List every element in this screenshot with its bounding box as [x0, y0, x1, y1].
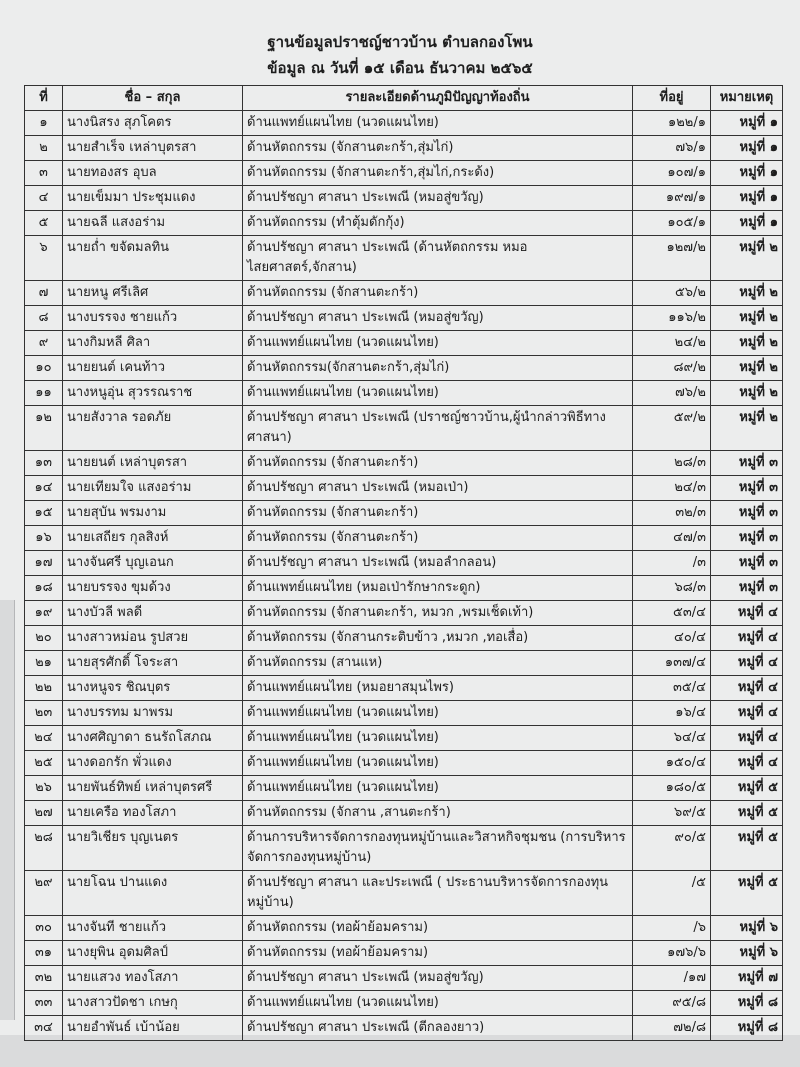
table-row [25, 136, 783, 161]
cell-detail: ด้านแพทย์แผนไทย (นวดแผนไทย) [243, 701, 633, 726]
cell-name: นายสังวาล รอดภัย [63, 406, 243, 451]
cell-name: นายสุรศักดิ์ โจระสา [63, 651, 243, 676]
cell-address: ๕๙/๒ [633, 406, 711, 451]
cell-name: นายวิเชียร บุญเนตร [63, 826, 243, 871]
table-body [25, 111, 783, 1041]
cell-no: ๑๐ [25, 356, 63, 381]
cell-detail: ด้านปรัชญา ศาสนา ประเพณี (ตีกลองยาว) [243, 1016, 633, 1041]
cell-address: ๗๖/๒ [633, 381, 711, 406]
cell-name: นางบรรทม มาพรม [63, 701, 243, 726]
header-note: หมายเหตุ [711, 86, 783, 111]
cell-note: หมู่ที่ ๒ [711, 306, 783, 331]
table-row [25, 751, 783, 776]
table-row [25, 526, 783, 551]
table-row [25, 701, 783, 726]
cell-name: นายสุบัน พรมงาม [63, 501, 243, 526]
header-address: ที่อยู่ [633, 86, 711, 111]
cell-no: ๒๑ [25, 651, 63, 676]
table-row [25, 501, 783, 526]
cell-no: ๑๙ [25, 601, 63, 626]
cell-detail: ด้านหัตถกรรม (ทอผ้าย้อมคราม) [243, 941, 633, 966]
cell-no: ๒๘ [25, 826, 63, 871]
cell-note: หมู่ที่ ๓ [711, 501, 783, 526]
cell-no: ๒๕ [25, 751, 63, 776]
cell-note: หมู่ที่ ๑ [711, 161, 783, 186]
cell-address: ๗๖/๑ [633, 136, 711, 161]
cell-no: ๑๒ [25, 406, 63, 451]
cell-note: หมู่ที่ ๑ [711, 186, 783, 211]
cell-address: ๒๘/๓ [633, 451, 711, 476]
cell-detail: ด้านหัตถกรรม (จักสานตะกร้า,สุ่มไก่) [243, 136, 633, 161]
cell-name: นายเสถียร กุลสิงห์ [63, 526, 243, 551]
table-row [25, 111, 783, 136]
cell-detail: ด้านปรัชญา ศาสนา ประเพณี (หมอสู่ขวัญ) [243, 186, 633, 211]
background-paper-edge [0, 600, 15, 1020]
cell-name: นายถ่ำ ขจัดมลทิน [63, 236, 243, 281]
cell-detail: ด้านหัตถกรรม (จักสานกระติบข้าว ,หมวก ,ทอเสื่อ) [243, 626, 633, 651]
cell-address: /๖ [633, 916, 711, 941]
wisdom-table [24, 85, 783, 1041]
document-subtitle: ข้อมูล ณ วันที่ ๑๕ เดือน ธันวาคม ๒๕๖๕ [267, 59, 533, 77]
cell-note: หมู่ที่ ๓ [711, 451, 783, 476]
cell-address: ๖๙/๕ [633, 801, 711, 826]
cell-name: นายทองสร อุบล [63, 161, 243, 186]
cell-note: หมู่ที่ ๔ [711, 751, 783, 776]
cell-no: ๑๗ [25, 551, 63, 576]
cell-note: หมู่ที่ ๔ [711, 701, 783, 726]
cell-address: ๖๘/๓ [633, 576, 711, 601]
cell-detail: ด้านแพทย์แผนไทย (นวดแผนไทย) [243, 381, 633, 406]
cell-detail: ด้านปรัชญา ศาสนา ประเพณี (หมอลำกลอน) [243, 551, 633, 576]
table-row [25, 626, 783, 651]
table-row [25, 966, 783, 991]
cell-no: ๓๓ [25, 991, 63, 1016]
cell-name: นายสำเร็จ เหล่าบุตรสา [63, 136, 243, 161]
table-row [25, 451, 783, 476]
cell-detail: ด้านแพทย์แผนไทย (หมอเป่ารักษากระดูก) [243, 576, 633, 601]
cell-note: หมู่ที่ ๘ [711, 1016, 783, 1041]
cell-name: นายโฉน ปานแดง [63, 871, 243, 916]
cell-no: ๑๖ [25, 526, 63, 551]
cell-name: นางสาวปัดชา เกษกุ [63, 991, 243, 1016]
cell-name: นางหนูจร ชิณบุตร [63, 676, 243, 701]
table-row [25, 601, 783, 626]
cell-detail: ด้านแพทย์แผนไทย (นวดแผนไทย) [243, 111, 633, 136]
cell-note: หมู่ที่ ๖ [711, 941, 783, 966]
cell-note: หมู่ที่ ๕ [711, 776, 783, 801]
cell-address: ๘๙/๒ [633, 356, 711, 381]
header-no: ที่ [25, 86, 63, 111]
cell-no: ๑๑ [25, 381, 63, 406]
cell-address: ๒๔/๓ [633, 476, 711, 501]
cell-note: หมู่ที่ ๔ [711, 676, 783, 701]
cell-note: หมู่ที่ ๓ [711, 526, 783, 551]
cell-name: นายหนู ศรีเลิศ [63, 281, 243, 306]
cell-detail: ด้านหัตถกรรม (จักสานตะกร้า) [243, 501, 633, 526]
cell-no: ๒๐ [25, 626, 63, 651]
table-row [25, 236, 783, 281]
cell-no: ๑๕ [25, 501, 63, 526]
table-row [25, 211, 783, 236]
cell-no: ๑ [25, 111, 63, 136]
table-row [25, 726, 783, 751]
document-title: ฐานข้อมูลปราชญ์ชาวบ้าน ตำบลกองโพน [267, 33, 533, 51]
cell-name: นายเข็มมา ประชุมแดง [63, 186, 243, 211]
table-row [25, 381, 783, 406]
cell-no: ๔ [25, 186, 63, 211]
cell-no: ๒๗ [25, 801, 63, 826]
cell-name: นางยุพิน อุดมศิลป์ [63, 941, 243, 966]
cell-note: หมู่ที่ ๓ [711, 551, 783, 576]
cell-note: หมู่ที่ ๑ [711, 136, 783, 161]
cell-name: นายเทียมใจ แสงอร่าม [63, 476, 243, 501]
cell-name: นายอำพันธ์ เบ้าน้อย [63, 1016, 243, 1041]
cell-name: นายเครือ ทองโสภา [63, 801, 243, 826]
cell-name: นางบรรจง ชายแก้ว [63, 306, 243, 331]
cell-address: ๙๐/๕ [633, 826, 711, 871]
cell-note: หมู่ที่ ๒ [711, 236, 783, 281]
cell-detail: ด้านปรัชญา ศาสนา ประเพณี (ด้านหัตถกรรม หมอไสยศาสตร์,จักสาน) [243, 236, 633, 281]
table-row [25, 916, 783, 941]
cell-detail: ด้านหัตถกรรม (ทอผ้าย้อมคราม) [243, 916, 633, 941]
cell-no: ๗ [25, 281, 63, 306]
cell-detail: ด้านปรัชญา ศาสนา ประเพณี (หมอสู่ขวัญ) [243, 966, 633, 991]
cell-detail: ด้านแพทย์แผนไทย (นวดแผนไทย) [243, 751, 633, 776]
table-header-row [25, 86, 783, 111]
cell-address: ๔๗/๓ [633, 526, 711, 551]
cell-note: หมู่ที่ ๒ [711, 406, 783, 451]
cell-name: นางหนูอุ่น สุวรรณราช [63, 381, 243, 406]
cell-name: นายยนต์ เหล่าบุตรสา [63, 451, 243, 476]
cell-address: ๒๔/๒ [633, 331, 711, 356]
cell-no: ๒ [25, 136, 63, 161]
cell-no: ๑๔ [25, 476, 63, 501]
cell-no: ๒๒ [25, 676, 63, 701]
table-row [25, 776, 783, 801]
cell-note: หมู่ที่ ๔ [711, 651, 783, 676]
cell-detail: ด้านแพทย์แผนไทย (หมอยาสมุนไพร) [243, 676, 633, 701]
cell-detail: ด้านหัตถกรรม (ทำตุ้มดักกุ้ง) [243, 211, 633, 236]
cell-detail: ด้านหัตถกรรม (จักสาน ,สานตะกร้า) [243, 801, 633, 826]
table-row [25, 356, 783, 381]
cell-no: ๒๙ [25, 871, 63, 916]
cell-name: นายแสวง ทองโสภา [63, 966, 243, 991]
cell-no: ๒๔ [25, 726, 63, 751]
table-row [25, 871, 783, 916]
cell-detail: ด้านหัตถกรรม (จักสานตะกร้า,สุ่มไก่,กระด้ง) [243, 161, 633, 186]
cell-note: หมู่ที่ ๕ [711, 826, 783, 871]
cell-no: ๑๘ [25, 576, 63, 601]
cell-note: หมู่ที่ ๑ [711, 111, 783, 136]
cell-note: หมู่ที่ ๘ [711, 991, 783, 1016]
cell-address: ๑๕๐/๔ [633, 751, 711, 776]
cell-address: ๑๑๖/๒ [633, 306, 711, 331]
cell-address: ๗๒/๘ [633, 1016, 711, 1041]
cell-no: ๓๔ [25, 1016, 63, 1041]
table-row [25, 406, 783, 451]
cell-no: ๓ [25, 161, 63, 186]
cell-note: หมู่ที่ ๔ [711, 626, 783, 651]
cell-note: หมู่ที่ ๒ [711, 381, 783, 406]
cell-note: หมู่ที่ ๓ [711, 476, 783, 501]
cell-address: ๑๓๗/๔ [633, 651, 711, 676]
cell-address: ๑๐๗/๑ [633, 161, 711, 186]
cell-note: หมู่ที่ ๖ [711, 916, 783, 941]
cell-note: หมู่ที่ ๕ [711, 871, 783, 916]
cell-note: หมู่ที่ ๕ [711, 801, 783, 826]
cell-no: ๙ [25, 331, 63, 356]
table-row [25, 281, 783, 306]
cell-detail: ด้านแพทย์แผนไทย (นวดแผนไทย) [243, 331, 633, 356]
cell-note: หมู่ที่ ๔ [711, 601, 783, 626]
cell-address: ๓๕/๔ [633, 676, 711, 701]
cell-detail: ด้านปรัชญา ศาสนา ประเพณี (หมอเป่า) [243, 476, 633, 501]
cell-note: หมู่ที่ ๒ [711, 356, 783, 381]
table-row [25, 161, 783, 186]
cell-address: ๑๖/๔ [633, 701, 711, 726]
cell-name: นางสาวหม่อน รูปสวย [63, 626, 243, 651]
cell-address: ๑๗๖/๖ [633, 941, 711, 966]
table-row [25, 1016, 783, 1041]
cell-address: ๙๕/๘ [633, 991, 711, 1016]
cell-name: นายฉลี แสงอร่าม [63, 211, 243, 236]
cell-no: ๑๓ [25, 451, 63, 476]
cell-note: หมู่ที่ ๒ [711, 281, 783, 306]
cell-detail: ด้านหัตถกรรม(จักสานตะกร้า,สุ่มไก่) [243, 356, 633, 381]
cell-name: นายบรรจง ขุมด้วง [63, 576, 243, 601]
table-row [25, 826, 783, 871]
cell-address: ๓๒/๓ [633, 501, 711, 526]
cell-name: นางนิสรง สุภโคตร [63, 111, 243, 136]
table-row [25, 306, 783, 331]
cell-name: นางจันที ชายแก้ว [63, 916, 243, 941]
table-row [25, 941, 783, 966]
header-name: ชื่อ – สกุล [63, 86, 243, 111]
table-row [25, 476, 783, 501]
cell-address: /๑๗ [633, 966, 711, 991]
cell-detail: ด้านแพทย์แผนไทย (นวดแผนไทย) [243, 991, 633, 1016]
cell-no: ๕ [25, 211, 63, 236]
cell-detail: ด้านหัตถกรรม (จักสานตะกร้า) [243, 281, 633, 306]
cell-no: ๓๒ [25, 966, 63, 991]
cell-no: ๒๖ [25, 776, 63, 801]
cell-no: ๖ [25, 236, 63, 281]
cell-address: ๕๓/๔ [633, 601, 711, 626]
table-row [25, 651, 783, 676]
cell-name: นายพันธ์ทิพย์ เหล่าบุตรศรี [63, 776, 243, 801]
cell-no: ๓๐ [25, 916, 63, 941]
cell-name: นางจันศรี บุญเอนก [63, 551, 243, 576]
cell-note: หมู่ที่ ๔ [711, 726, 783, 751]
cell-note: หมู่ที่ ๓ [711, 576, 783, 601]
table-row [25, 801, 783, 826]
table-row [25, 331, 783, 356]
cell-name: นางกิมหลี ศิลา [63, 331, 243, 356]
cell-address: ๔๐/๔ [633, 626, 711, 651]
cell-name: นางศศิญาดา ธนรัถโสภณ [63, 726, 243, 751]
cell-name: นางดอกรัก พั่วแดง [63, 751, 243, 776]
cell-name: นายยนต์ เคนท้าว [63, 356, 243, 381]
table-row [25, 576, 783, 601]
cell-note: หมู่ที่ ๑ [711, 211, 783, 236]
cell-no: ๒๓ [25, 701, 63, 726]
table-row [25, 676, 783, 701]
cell-address: ๑๐๕/๑ [633, 211, 711, 236]
header-detail: รายละเอียดด้านภูมิปัญญาท้องถิ่น [243, 86, 633, 111]
cell-no: ๓๑ [25, 941, 63, 966]
cell-name: นางบัวลี พลดี [63, 601, 243, 626]
cell-detail: ด้านการบริหารจัดการกองทุนหมู่บ้านและวิสาหกิจชุมชน (การบริหารจัดการกองทุนหมู่บ้าน) [243, 826, 633, 871]
cell-detail: ด้านหัตถกรรม (จักสานตะกร้า) [243, 526, 633, 551]
cell-no: ๘ [25, 306, 63, 331]
cell-address: ๑๒๗/๒ [633, 236, 711, 281]
cell-detail: ด้านหัตถกรรม (สานแห) [243, 651, 633, 676]
cell-address: ๑๙๗/๑ [633, 186, 711, 211]
cell-address: /๓ [633, 551, 711, 576]
cell-address: /๕ [633, 871, 711, 916]
cell-detail: ด้านแพทย์แผนไทย (นวดแผนไทย) [243, 776, 633, 801]
cell-detail: ด้านปรัชญา ศาสนา ประเพณี (ปราชญ์ชาวบ้าน,ผู้นำกล่าวพิธีทางศาสนา) [243, 406, 633, 451]
cell-detail: ด้านหัตถกรรม (จักสานตะกร้า) [243, 451, 633, 476]
cell-address: ๑๘๐/๕ [633, 776, 711, 801]
cell-address: ๑๒๒/๑ [633, 111, 711, 136]
cell-detail: ด้านปรัชญา ศาสนา ประเพณี (หมอสู่ขวัญ) [243, 306, 633, 331]
cell-address: ๖๔/๔ [633, 726, 711, 751]
cell-note: หมู่ที่ ๗ [711, 966, 783, 991]
table-row [25, 186, 783, 211]
cell-detail: ด้านปรัชญา ศาสนา และประเพณี ( ประธานบริหารจัดการกองทุนหมู่บ้าน) [243, 871, 633, 916]
cell-address: ๕๖/๒ [633, 281, 711, 306]
cell-detail: ด้านแพทย์แผนไทย (นวดแผนไทย) [243, 726, 633, 751]
table-row [25, 551, 783, 576]
cell-note: หมู่ที่ ๒ [711, 331, 783, 356]
cell-detail: ด้านหัตถกรรม (จักสานตะกร้า, หมวก ,พรมเช็ดเท้า) [243, 601, 633, 626]
table-row [25, 991, 783, 1016]
